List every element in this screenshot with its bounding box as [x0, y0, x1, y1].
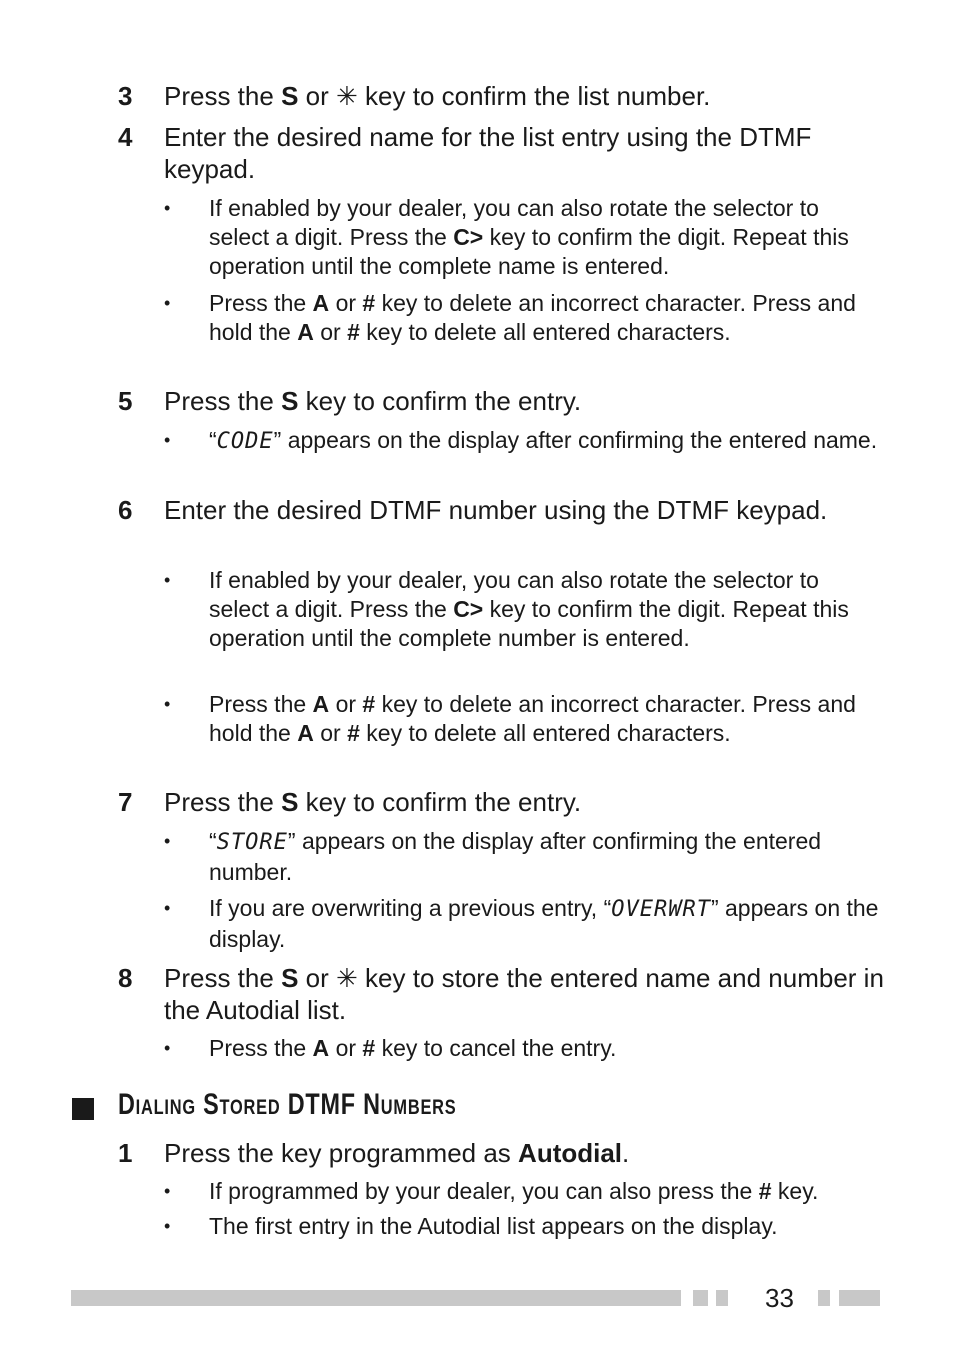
- section-title: Dialing Stored DTMF Numbers: [118, 1088, 457, 1121]
- step-number: 4: [118, 122, 133, 152]
- footer-bar-square: [693, 1290, 708, 1306]
- step-number: 6: [118, 495, 133, 525]
- section-square-icon: [72, 1098, 94, 1120]
- star-key-icon: ✳: [336, 963, 358, 993]
- step-text: Press the S key to confirm the entry.: [164, 787, 582, 817]
- bullet-dot: •: [164, 1038, 171, 1058]
- bullet-dot: •: [164, 293, 171, 313]
- bullet-dot: •: [164, 1216, 171, 1236]
- step-text: Press the S or ✳ key to store the entered name and number in the Autodial list.: [164, 963, 884, 1025]
- step-text: Press the key programmed as Autodial.: [164, 1138, 630, 1168]
- footer-bar-square: [716, 1290, 728, 1306]
- step-number: 8: [118, 963, 133, 993]
- lcd-overwrite-text: OVERWRT: [611, 897, 711, 922]
- star-key-icon: ✳: [336, 81, 358, 111]
- step-text: Enter the desired DTMF number using the DTMF keypad.: [164, 495, 828, 525]
- step-number: 3: [118, 81, 133, 111]
- bullet-dot: •: [164, 570, 171, 590]
- step-text: Press the S or ✳ key to confirm the list number.: [164, 81, 711, 111]
- lcd-code-text: CODE: [216, 429, 274, 454]
- footer-bar-long: [71, 1290, 681, 1306]
- step-text: Enter the desired name for the list entry using the DTMF keypad.: [164, 122, 812, 184]
- bullet-dot: •: [164, 694, 171, 714]
- footer-bar-right: [839, 1290, 880, 1306]
- step-number: 1: [118, 1138, 133, 1168]
- bullet-dot: •: [164, 198, 171, 218]
- step-number: 5: [118, 386, 133, 416]
- bullet-dot: •: [164, 1181, 171, 1201]
- page-number: 33: [765, 1283, 794, 1313]
- step-number: 7: [118, 787, 133, 817]
- bullet-dot: •: [164, 898, 171, 918]
- bullet-dot: •: [164, 430, 171, 450]
- footer-bar-square: [818, 1290, 830, 1306]
- lcd-store-text: STORE: [216, 830, 288, 855]
- bullet-dot: •: [164, 831, 171, 851]
- step-text: Press the S key to confirm the entry.: [164, 386, 582, 416]
